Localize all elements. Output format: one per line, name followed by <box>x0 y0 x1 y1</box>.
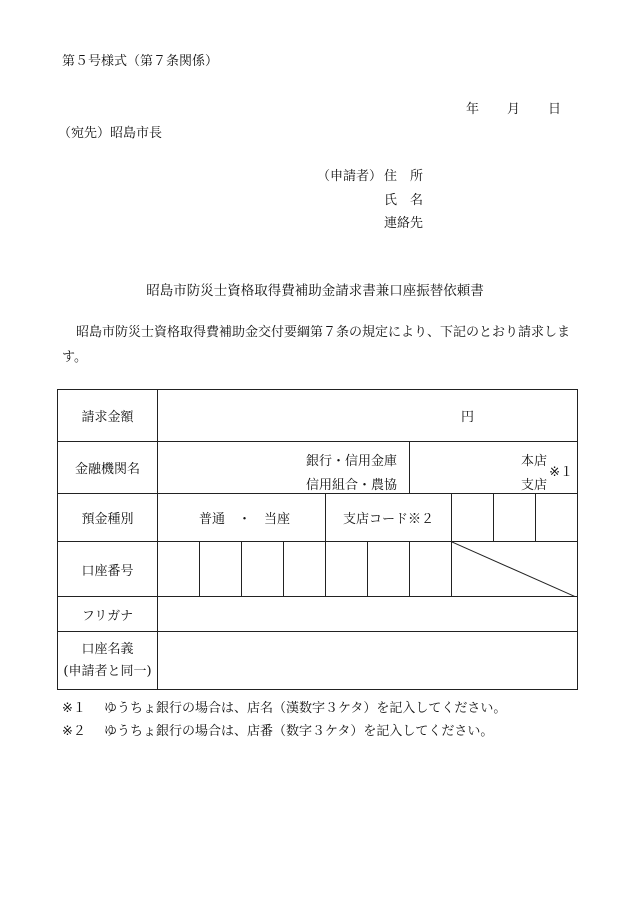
account-number-label: 口座番号 <box>58 542 158 597</box>
account-holder-note: (申請者と同一) <box>63 663 152 679</box>
account-holder-label-cell <box>58 632 158 690</box>
document-body: 昭島市防災士資格取得費補助金交付要綱第７条の規定により、下記のとおり請求します。 <box>62 325 571 365</box>
request-form-table <box>57 389 578 690</box>
document-title: 昭島市防災士資格取得費補助金請求書兼口座振替依頼書 <box>146 283 484 299</box>
account-digit-box-3[interactable] <box>242 542 284 597</box>
deposit-type-label: 預金種別 <box>58 494 158 542</box>
amount-field[interactable] <box>158 390 578 442</box>
account-unused-area <box>452 542 578 597</box>
date-month: 月 <box>507 102 521 117</box>
applicant-address-label: 住 所 <box>384 169 424 184</box>
amount-label: 請求金額 <box>58 390 158 442</box>
note-1-mark: ※１ <box>62 701 86 716</box>
applicant-label: （申請者） <box>317 169 383 184</box>
date-year: 年 <box>466 102 480 117</box>
applicant-name-label: 氏 名 <box>384 193 424 208</box>
applicant-contact-label: 連絡先 <box>384 216 424 231</box>
note-2-text: ゆうちょ銀行の場合は、店番（数字３ケタ）を記入してください。 <box>104 724 494 739</box>
account-digit-box-2[interactable] <box>200 542 242 597</box>
branch-name-field[interactable] <box>410 442 578 494</box>
branch-code-box-2[interactable] <box>494 494 536 542</box>
account-holder-field[interactable] <box>158 632 578 690</box>
branch-code-box-1[interactable] <box>452 494 494 542</box>
note-1 <box>62 697 506 716</box>
furigana-field[interactable] <box>158 597 578 632</box>
account-digit-box-7[interactable] <box>410 542 452 597</box>
note-2 <box>62 720 493 739</box>
bank-type-1: 銀行・信用金庫 <box>305 454 397 469</box>
date-line <box>466 98 561 117</box>
account-digit-box-6[interactable] <box>368 542 410 597</box>
bank-type-options <box>306 450 397 498</box>
branch-type-1: 本店 <box>520 454 547 469</box>
furigana-label: フリガナ <box>58 597 158 632</box>
account-holder-label: 口座名義 <box>81 641 134 657</box>
account-digit-box-1[interactable] <box>158 542 200 597</box>
bank-name-field[interactable] <box>158 442 410 494</box>
branch-code-box-3[interactable] <box>536 494 578 542</box>
branch-type-options <box>521 450 547 498</box>
branch-type-2: 支店 <box>520 478 547 493</box>
form-number: 第５号様式（第７条関係） <box>62 54 219 69</box>
branch-code-label: 支店コード※２ <box>326 494 452 542</box>
account-digit-box-5[interactable] <box>326 542 368 597</box>
note-1-text: ゆうちょ銀行の場合は、店名（漢数字３ケタ）を記入してください。 <box>104 701 507 716</box>
amount-unit: 円 <box>460 410 474 425</box>
note-2-mark: ※２ <box>62 724 86 739</box>
bank-type-2: 信用組合・農協 <box>305 478 397 493</box>
date-day: 日 <box>548 102 562 117</box>
institution-label: 金融機関名 <box>58 442 158 494</box>
addressee: （宛先）昭島市長 <box>58 126 163 141</box>
note-mark-1: ※１ <box>549 465 573 480</box>
deposit-type-options[interactable]: 普通 ・ 当座 <box>158 494 326 542</box>
account-digit-box-4[interactable] <box>284 542 326 597</box>
diagonal-strike <box>452 542 576 597</box>
